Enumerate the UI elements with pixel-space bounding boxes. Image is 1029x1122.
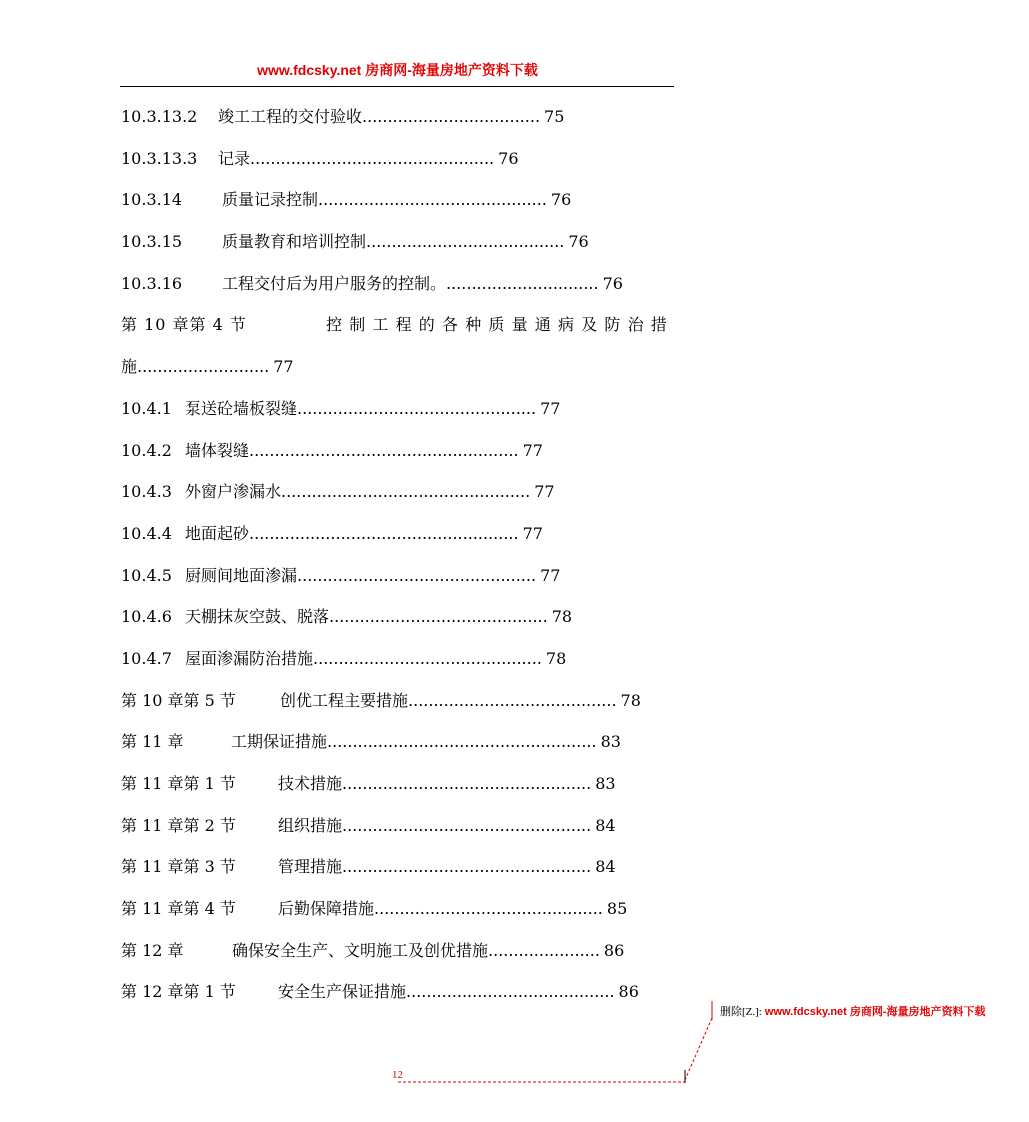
toc-entry-title: 质量教育和培训控制 [222,232,367,252]
toc-leader-dots: ..................................................... [249,523,519,543]
comment-text: www.fdcsky.net 房商网-海量房地产资料下载 [764,1006,986,1018]
toc-entry-title: 创优工程主要措施 [280,690,409,710]
toc-page-number: 86 [603,940,625,960]
toc-leader-dots: ............................................. [313,648,542,668]
toc-page-number: 77 [273,357,294,377]
toc-entry-number: 第 11 章 [121,732,184,752]
toc-page-number: 75 [544,107,565,126]
toc-entry-number: 10.3.16 [121,273,183,293]
toc-leader-dots: .......................... [137,357,270,377]
page-header: www.fdcsky.net 房商网-海量房地产资料下载 [257,62,538,78]
toc-entry-number: 10.3.15 [121,232,183,252]
toc-leader-dots: ............................................. [318,190,547,210]
toc-page-number: 83 [595,774,616,793]
toc-entry-number: 10.4.7 [121,648,172,668]
toc-entry-number: 10.4.2 [121,440,172,460]
toc-page-number: 76 [498,148,519,168]
toc-entry-title: 控制工程的各种质量通病及防治措 [326,315,675,335]
toc-entry-title: 厨厕间地面渗漏 [185,565,298,585]
toc-entry-number: 第 12 章第 1 节 [121,982,236,1002]
toc-entry-title: 工期保证措施 [231,732,328,752]
toc-page-number: 77 [522,523,543,543]
toc-page-number: 76 [568,232,589,252]
toc-leader-dots: ......................................... [406,982,615,1002]
toc-entry-number: 10.4.5 [121,565,172,585]
toc-page-number: 78 [551,607,573,627]
toc-entry-number: 第 12 章 [121,940,184,960]
toc-leader-dots: ................................................. [342,774,592,793]
toc-leader-dots: ................................................. [342,857,592,877]
toc-entry-title: 地面起砂 [185,523,250,543]
toc-page-number: 76 [602,273,623,293]
toc-entry-number: 第 10 章第 5 节 [121,690,236,710]
toc-entry-number: 10.3.14 [121,190,183,210]
toc-leader-dots: ......................................... [408,690,617,710]
toc-entry-number: 第 10 章第 4 节 [121,315,247,335]
toc-leader-dots: ................................................. [342,815,592,835]
toc-leader-dots: ................................................ [250,148,495,168]
toc-entry-number: 10.4.6 [121,607,172,627]
toc-page-number: 77 [540,398,561,418]
toc-page-number: 83 [600,732,621,752]
toc-entry-number: 10.3.13.3 [121,148,198,168]
toc-page-number: 77 [540,565,561,585]
toc-leader-dots: ................................................. [281,482,531,502]
toc-page-number: 77 [534,482,555,502]
page-number: 12 [392,1069,403,1081]
toc-page-number: 85 [606,899,628,919]
toc-entry-title: 组织措施 [278,815,343,835]
toc-leader-dots: ........................................... [329,607,548,627]
toc-entry-title: 工程交付后为用户服务的控制。 [222,273,447,293]
toc-entry-number: 10.4.1 [121,398,172,418]
toc-leader-dots: .............................. [446,273,599,293]
toc-entry-number: 10.4.4 [121,523,172,543]
toc-page-number: 84 [595,857,616,877]
toc-entry-title: 竣工工程的交付验收 [218,107,363,126]
toc-leader-dots: ..................................................... [327,732,597,752]
toc-entry-number: 10.4.3 [121,482,172,502]
toc-entry-number: 第 11 章第 3 节 [121,857,236,877]
toc-page-number: 77 [522,440,543,460]
toc-leader-dots: ...................... [488,940,600,960]
toc-entry-title: 外窗户渗漏水 [185,482,282,502]
toc-entry-title: 屋面渗漏防治措施 [185,648,314,668]
toc-entry-title: 后勤保障措施 [278,899,375,919]
toc-entry-title: 质量记录控制 [222,190,319,210]
toc-leader-dots: ..................................................... [249,440,519,460]
toc-page-number: 78 [545,648,567,668]
toc-entry-title: 记录 [218,148,251,168]
toc-entry-number: 第 11 章第 4 节 [121,899,236,919]
toc-entry-title: 天棚抹灰空鼓、脱落 [185,607,330,627]
toc-entry-title: 泵送砼墙板裂缝 [185,398,298,418]
toc-leader-dots: ............................................... [297,565,537,585]
toc-entry-title: 施 [121,357,138,377]
toc-page-number: 86 [618,982,639,1002]
toc-page-number: 84 [595,815,616,835]
revision-comment[interactable] [720,1003,986,1019]
toc-entry-title: 安全生产保证措施 [278,982,407,1002]
toc-entry-title: 确保安全生产、文明施工及创优措施 [232,940,489,960]
toc-leader-dots: ....................................... [366,232,565,252]
comment-connector [685,1018,712,1080]
toc-leader-dots: ............................................. [374,899,603,919]
toc-leader-dots: ............................................... [297,398,537,418]
toc-page-number: 76 [550,190,572,210]
toc-leader-dots: ................................... [362,107,541,126]
toc-entry-title: 墙体裂缝 [185,440,250,460]
toc-entry-title: 技术措施 [278,774,343,793]
toc-entry-title: 管理措施 [278,857,343,877]
toc-entry-number: 第 11 章第 1 节 [121,774,236,793]
toc-entry-number: 第 11 章第 2 节 [121,815,236,835]
toc-entry-number: 10.3.13.2 [121,107,198,126]
comment-label: 删除[Z.]: [720,1006,762,1018]
toc-page-number: 78 [620,690,641,710]
